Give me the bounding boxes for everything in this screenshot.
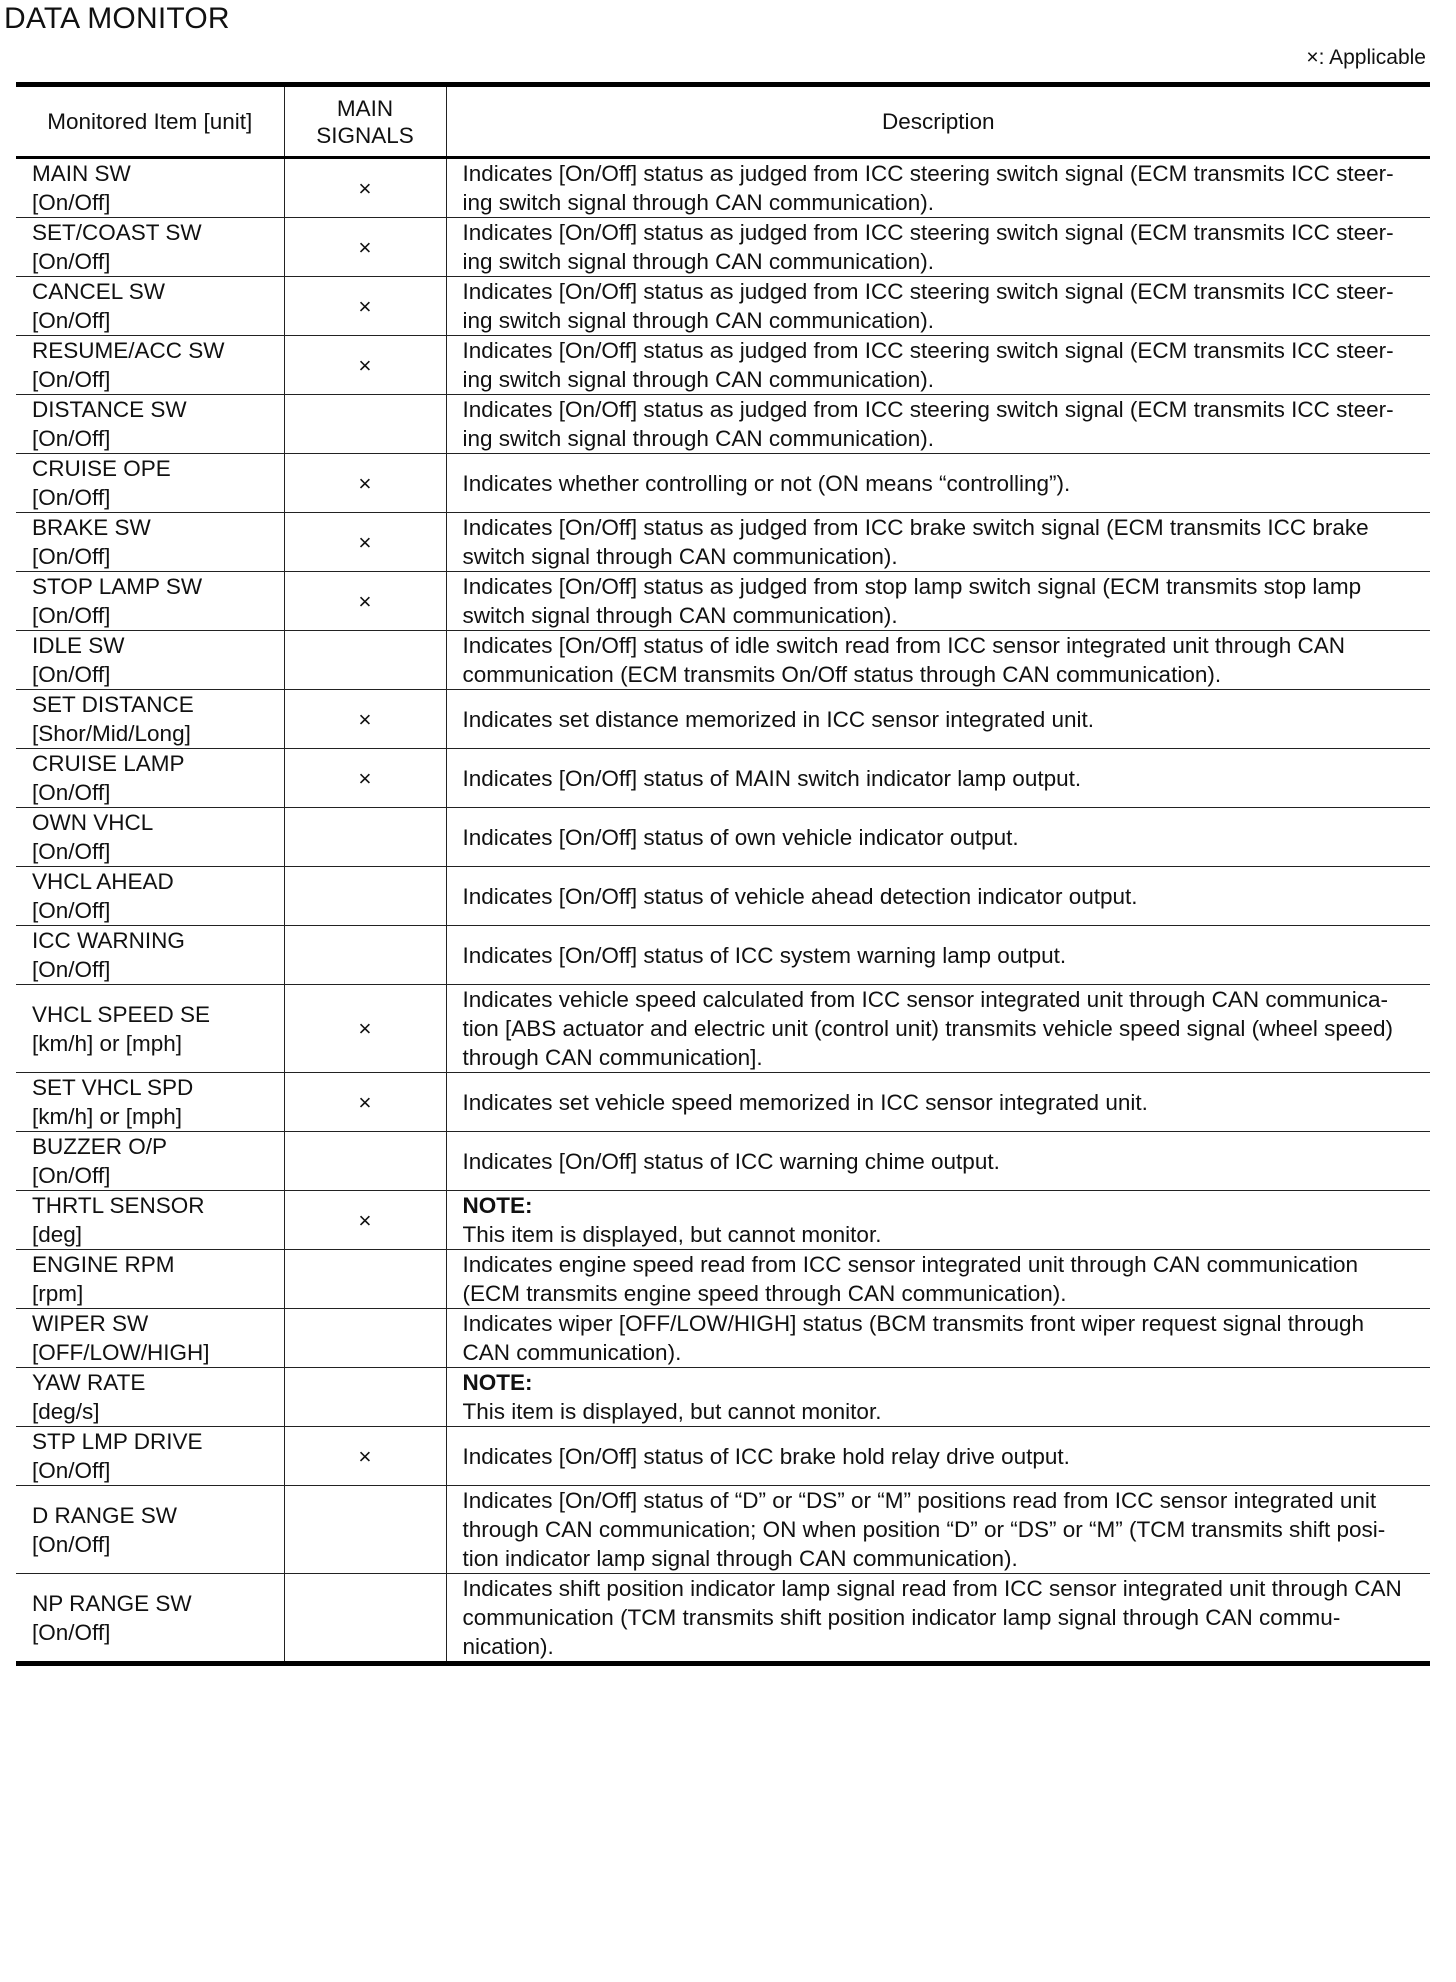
table-row <box>16 926 1430 985</box>
description-text: Indicates [On/Off] status of idle switch read from ICC sensor integrated unit through CAN communication (ECM transmits On/Off status through CAN communication). <box>462 633 1345 687</box>
item-name: MAIN SW <box>32 161 131 186</box>
description-text: Indicates whether controlling or not (ON means “controlling”). <box>462 470 1071 496</box>
main-signal-cell: × <box>284 513 446 572</box>
main-signal-cell <box>284 1250 446 1309</box>
table-row <box>16 631 1430 690</box>
item-name: THRTL SENSOR <box>32 1193 205 1218</box>
table-row <box>16 336 1430 395</box>
header-main-line1: MAIN <box>336 95 394 121</box>
description-cell <box>446 749 1430 808</box>
item-name: STP LMP DRIVE <box>32 1429 203 1454</box>
note-label: NOTE: <box>462 1370 533 1395</box>
main-signal-cell <box>284 1486 446 1574</box>
item-name: SET/COAST SW <box>32 220 202 245</box>
item-name: CANCEL SW <box>32 279 165 304</box>
description-cell <box>446 513 1430 572</box>
item-unit: [On/Off] <box>32 485 111 510</box>
description-text: Indicates engine speed read from ICC sensor integrated unit through CAN communication (ECM transmits engine speed through CAN communication). <box>462 1252 1358 1306</box>
table-row <box>16 1250 1430 1309</box>
item-name: IDLE SW <box>32 633 125 658</box>
description-cell <box>446 926 1430 985</box>
table-row <box>16 749 1430 808</box>
table-row <box>16 1073 1430 1132</box>
description-text: Indicates [On/Off] status of ICC system warning lamp output. <box>462 942 1067 968</box>
table-row <box>16 572 1430 631</box>
item-name: D RANGE SW <box>32 1502 178 1528</box>
item-name: ICC WARNING <box>32 928 185 953</box>
monitored-item-cell <box>16 1073 284 1132</box>
item-name: CRUISE OPE <box>32 456 171 481</box>
item-name: SET DISTANCE <box>32 692 194 717</box>
description-text: Indicates [On/Off] status as judged from ICC steering switch signal (ECM transmits ICC steer-ing switch signal through CAN communication). <box>462 338 1394 392</box>
description-text: Indicates [On/Off] status of “D” or “DS” or “M” positions read from ICC sensor integrated unit through CAN communication; ON when position “D” or “DS” or “M” (TCM transmits shift posi-tion indicator lamp signal through CAN communication). <box>462 1488 1386 1571</box>
table-row <box>16 218 1430 277</box>
main-signal-cell: × <box>284 1191 446 1250</box>
monitored-item-cell <box>16 1427 284 1486</box>
item-unit: [km/h] or [mph] <box>32 1104 183 1129</box>
monitored-item-cell <box>16 218 284 277</box>
monitored-item-cell <box>16 454 284 513</box>
description-text: Indicates vehicle speed calculated from ICC sensor integrated unit through CAN communica-tion [ABS actuator and electric unit (control unit) transmits vehicle speed signal (wheel speed) through CAN communication]. <box>462 987 1393 1070</box>
header-main-line2: SIGNALS <box>316 122 414 148</box>
item-unit: [On/Off] <box>32 1458 111 1483</box>
description-cell <box>446 1191 1430 1250</box>
table-row <box>16 158 1430 218</box>
item-unit: [On/Off] <box>32 249 111 274</box>
description-cell <box>446 1250 1430 1309</box>
monitored-item-cell <box>16 867 284 926</box>
description-cell <box>446 631 1430 690</box>
monitored-item-cell <box>16 1250 284 1309</box>
page-title: DATA MONITOR <box>4 2 230 35</box>
description-cell <box>446 1309 1430 1368</box>
description-text: Indicates [On/Off] status as judged from ICC steering switch signal (ECM transmits ICC steer-ing switch signal through CAN communication). <box>462 279 1394 333</box>
description-cell <box>446 1574 1430 1664</box>
main-signal-cell <box>284 808 446 867</box>
item-name: BRAKE SW <box>32 515 151 540</box>
item-name: VHCL AHEAD <box>32 869 174 894</box>
item-unit: [On/Off] <box>32 662 111 687</box>
description-text: Indicates [On/Off] status of own vehicle indicator output. <box>462 824 1019 850</box>
item-unit: [On/Off] <box>32 426 111 451</box>
item-unit: [On/Off] <box>32 780 111 805</box>
item-name: STOP LAMP SW <box>32 574 203 599</box>
item-unit: [On/Off] <box>32 190 111 215</box>
header-monitored-item: Monitored Item [unit] <box>16 85 284 158</box>
monitored-item-cell <box>16 926 284 985</box>
description-text: Indicates [On/Off] status as judged from ICC steering switch signal (ECM transmits ICC steer-ing switch signal through CAN communication). <box>462 220 1394 274</box>
description-cell <box>446 867 1430 926</box>
description-cell <box>446 690 1430 749</box>
main-signal-cell: × <box>284 985 446 1073</box>
main-signal-cell <box>284 1309 446 1368</box>
item-unit: [On/Off] <box>32 1163 111 1188</box>
item-unit: [On/Off] <box>32 898 111 923</box>
header-row <box>16 85 1430 158</box>
table-row <box>16 867 1430 926</box>
description-cell <box>446 1073 1430 1132</box>
item-name: ENGINE RPM <box>32 1252 175 1277</box>
description-text: Indicates [On/Off] status as judged from ICC steering switch signal (ECM transmits ICC steer-ing switch signal through CAN communication). <box>462 397 1394 451</box>
item-unit: [OFF/LOW/HIGH] <box>32 1340 210 1365</box>
description-cell <box>446 277 1430 336</box>
description-cell <box>446 336 1430 395</box>
table-row <box>16 1427 1430 1486</box>
description-text: Indicates [On/Off] status as judged from ICC steering switch signal (ECM transmits ICC steer-ing switch signal through CAN communication). <box>462 161 1394 215</box>
description-cell <box>446 454 1430 513</box>
description-cell <box>446 1132 1430 1191</box>
table-row <box>16 808 1430 867</box>
main-signal-cell <box>284 926 446 985</box>
main-signal-cell: × <box>284 277 446 336</box>
description-text: Indicates set vehicle speed memorized in ICC sensor integrated unit. <box>462 1089 1148 1115</box>
table-row <box>16 985 1430 1073</box>
description-cell <box>446 572 1430 631</box>
item-unit: [deg] <box>32 1222 83 1247</box>
item-unit: [On/Off] <box>32 839 111 864</box>
main-signal-cell: × <box>284 572 446 631</box>
description-text: Indicates [On/Off] status of MAIN switch indicator lamp output. <box>462 765 1082 791</box>
main-signal-cell <box>284 631 446 690</box>
item-unit: [On/Off] <box>32 603 111 628</box>
monitored-item-cell <box>16 1574 284 1664</box>
table-row <box>16 1191 1430 1250</box>
main-signal-cell <box>284 1574 446 1664</box>
description-cell <box>446 1368 1430 1427</box>
table-row <box>16 690 1430 749</box>
monitored-item-cell <box>16 513 284 572</box>
item-unit: [deg/s] <box>32 1399 100 1424</box>
description-text: This item is displayed, but cannot monitor. <box>462 1399 882 1424</box>
item-name: OWN VHCL <box>32 810 154 835</box>
monitored-item-cell <box>16 1368 284 1427</box>
description-text: Indicates [On/Off] status as judged from ICC brake switch signal (ECM transmits ICC brake switch signal through CAN communication). <box>462 515 1369 569</box>
item-unit: [rpm] <box>32 1281 84 1306</box>
monitored-item-cell <box>16 1486 284 1574</box>
monitored-item-cell <box>16 631 284 690</box>
table-row <box>16 454 1430 513</box>
note-label: NOTE: <box>462 1193 533 1218</box>
item-name: WIPER SW <box>32 1311 149 1336</box>
table-row <box>16 1574 1430 1664</box>
description-cell <box>446 985 1430 1073</box>
monitored-item-cell <box>16 1191 284 1250</box>
monitored-item-cell <box>16 277 284 336</box>
main-signal-cell <box>284 395 446 454</box>
description-cell <box>446 218 1430 277</box>
main-signal-cell: × <box>284 690 446 749</box>
monitored-item-cell <box>16 808 284 867</box>
legend-note: ×: Applicable <box>1306 46 1426 69</box>
main-signal-cell: × <box>284 749 446 808</box>
description-cell <box>446 1486 1430 1574</box>
description-cell <box>446 808 1430 867</box>
item-name: CRUISE LAMP <box>32 751 185 776</box>
item-unit: [On/Off] <box>32 957 111 982</box>
main-signal-cell: × <box>284 1073 446 1132</box>
description-text: Indicates [On/Off] status as judged from stop lamp switch signal (ECM transmits stop lamp switch signal through CAN communication). <box>462 574 1362 628</box>
monitored-item-cell <box>16 985 284 1073</box>
monitored-item-cell <box>16 572 284 631</box>
item-name: DISTANCE SW <box>32 397 187 422</box>
description-cell <box>446 158 1430 218</box>
table-row <box>16 277 1430 336</box>
main-signal-cell: × <box>284 158 446 218</box>
main-signal-cell <box>284 867 446 926</box>
item-unit: [On/Off] <box>32 1531 111 1557</box>
item-unit: [On/Off] <box>32 1619 111 1645</box>
monitored-item-cell <box>16 690 284 749</box>
description-cell <box>446 1427 1430 1486</box>
table-row <box>16 1368 1430 1427</box>
main-signal-cell: × <box>284 336 446 395</box>
table-row <box>16 1309 1430 1368</box>
main-signal-cell: × <box>284 1427 446 1486</box>
monitored-item-cell <box>16 1309 284 1368</box>
header-description: Description <box>446 85 1430 158</box>
monitored-item-cell <box>16 158 284 218</box>
item-name: VHCL SPEED SE <box>32 1001 210 1027</box>
main-signal-cell: × <box>284 218 446 277</box>
table-row <box>16 395 1430 454</box>
description-text: Indicates [On/Off] status of vehicle ahead detection indicator output. <box>462 883 1138 909</box>
description-text: Indicates wiper [OFF/LOW/HIGH] status (BCM transmits front wiper request signal through CAN communication). <box>462 1311 1365 1365</box>
description-text: This item is displayed, but cannot monitor. <box>462 1222 882 1247</box>
table-row <box>16 513 1430 572</box>
main-signal-cell: × <box>284 454 446 513</box>
item-name: NP RANGE SW <box>32 1590 192 1616</box>
monitored-item-cell <box>16 1132 284 1191</box>
description-cell <box>446 395 1430 454</box>
monitored-item-cell <box>16 395 284 454</box>
description-text: Indicates [On/Off] status of ICC brake hold relay drive output. <box>462 1443 1070 1469</box>
item-name: BUZZER O/P <box>32 1134 168 1159</box>
item-name: YAW RATE <box>32 1370 146 1395</box>
header-main-signals <box>284 85 446 158</box>
monitored-item-cell <box>16 336 284 395</box>
data-monitor-table <box>16 82 1430 1666</box>
description-text: Indicates shift position indicator lamp signal read from ICC sensor integrated unit through CAN communication (TCM transmits shift position indicator lamp signal through CAN commu-nication). <box>462 1576 1402 1659</box>
table-row <box>16 1132 1430 1191</box>
item-unit: [On/Off] <box>32 367 111 392</box>
item-unit: [km/h] or [mph] <box>32 1030 183 1056</box>
description-text: Indicates [On/Off] status of ICC warning chime output. <box>462 1148 1000 1174</box>
main-signal-cell <box>284 1132 446 1191</box>
monitored-item-cell <box>16 749 284 808</box>
item-unit: [On/Off] <box>32 544 111 569</box>
item-name: RESUME/ACC SW <box>32 338 225 363</box>
main-signal-cell <box>284 1368 446 1427</box>
item-name: SET VHCL SPD <box>32 1075 194 1100</box>
table-row <box>16 1486 1430 1574</box>
item-unit: [Shor/Mid/Long] <box>32 721 191 746</box>
item-unit: [On/Off] <box>32 308 111 333</box>
description-text: Indicates set distance memorized in ICC sensor integrated unit. <box>462 706 1095 732</box>
